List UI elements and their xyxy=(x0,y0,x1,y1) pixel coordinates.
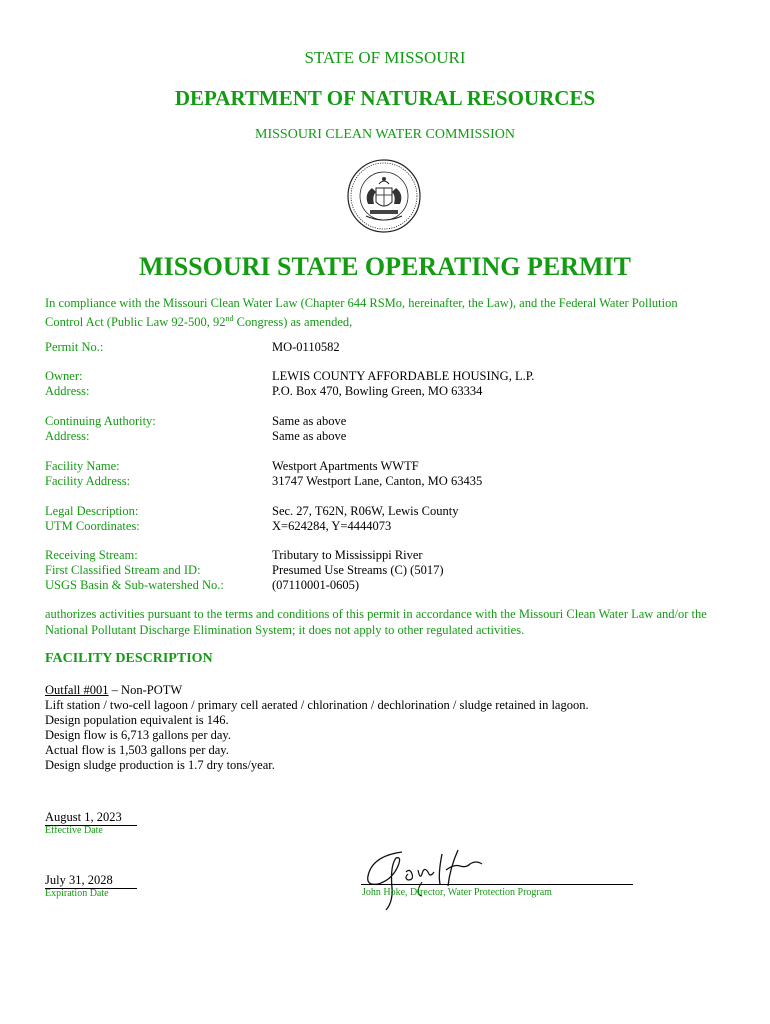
facility-line: Design sludge production is 1.7 dry tons/year. xyxy=(45,758,275,772)
state-heading: STATE OF MISSOURI xyxy=(304,48,466,67)
owner-label: Owner: xyxy=(45,369,83,383)
state-seal-icon xyxy=(346,158,422,234)
usgs-label: USGS Basin & Sub-watershed No.: xyxy=(45,578,224,592)
intro-line-1: In compliance with the Missouri Clean Water Law (Chapter 644 RSMo, hereinafter, the Law), and the Federal Water Pollution xyxy=(45,296,678,310)
facility-name-label: Facility Name: xyxy=(45,459,120,473)
facility-address-label: Facility Address: xyxy=(45,474,131,488)
permit-title: MISSOURI STATE OPERATING PERMIT xyxy=(139,252,631,281)
intro-paragraph xyxy=(45,295,735,330)
first-classified-value: Presumed Use Streams (C) (5017) xyxy=(272,563,444,577)
permit-no-label: Permit No.: xyxy=(45,340,104,354)
legal-description-value: Sec. 27, T62N, R06W, Lewis County xyxy=(272,504,459,518)
facility-line: Design flow is 6,713 gallons per day. xyxy=(45,728,231,742)
legal-description-label: Legal Description: xyxy=(45,504,139,518)
signature-line xyxy=(361,884,633,885)
intro-line-2: Control Act (Public Law 92-500, 92nd Congress) as amended, xyxy=(45,314,353,330)
facility-line: Design population equivalent is 146. xyxy=(45,713,229,727)
continuing-authority-value: Same as above xyxy=(272,414,347,428)
effective-date: August 1, 2023 xyxy=(45,810,122,825)
receiving-stream-label: Receiving Stream: xyxy=(45,548,138,562)
facility-description-heading: FACILITY DESCRIPTION xyxy=(45,651,213,666)
signer-name: John Hoke, Director, Water Protection Program xyxy=(362,887,552,898)
first-classified-label: First Classified Stream and ID: xyxy=(45,563,201,577)
owner-value: LEWIS COUNTY AFFORDABLE HOUSING, L.P. xyxy=(272,369,535,383)
authorization-paragraph xyxy=(45,606,735,638)
facility-line: Lift station / two-cell lagoon / primary cell aerated / chlorination / dechlorination / sludge retained in lagoon. xyxy=(45,698,589,712)
signature-image xyxy=(362,842,492,912)
utm-value: X=624284, Y=4444073 xyxy=(272,519,392,533)
department-heading: DEPARTMENT OF NATURAL RESOURCES xyxy=(174,86,596,110)
facility-description-body xyxy=(45,683,589,773)
ca-address-value: Same as above xyxy=(272,429,347,443)
expiration-date-label: Expiration Date xyxy=(45,888,109,899)
owner-address-label: Address: xyxy=(45,384,90,398)
owner-address-value: P.O. Box 470, Bowling Green, MO 63334 xyxy=(272,384,483,398)
authorization-line-1: authorizes activities pursuant to the terms and conditions of this permit in accordance with the Missouri Clean Water Law and/or the xyxy=(45,607,707,621)
outfall-line: Outfall #001 – Non-POTW xyxy=(45,683,183,697)
facility-line: Actual flow is 1,503 gallons per day. xyxy=(45,743,229,757)
continuing-authority-label: Continuing Authority: xyxy=(45,414,156,428)
ca-address-label: Address: xyxy=(45,429,90,443)
facility-name-value: Westport Apartments WWTF xyxy=(272,459,419,473)
outfall-id: Outfall #001 xyxy=(45,683,109,697)
receiving-stream-value: Tributary to Mississippi River xyxy=(272,548,423,562)
usgs-value: (07110001-0605) xyxy=(272,578,360,592)
expiration-date: July 31, 2028 xyxy=(45,873,113,888)
utm-label: UTM Coordinates: xyxy=(45,519,140,533)
authorization-line-2: National Pollutant Discharge Elimination System; it does not apply to other regulated activities. xyxy=(45,623,525,637)
facility-address-value: 31747 Westport Lane, Canton, MO 63435 xyxy=(272,474,483,488)
permit-no-value: MO-0110582 xyxy=(272,340,340,354)
commission-heading: MISSOURI CLEAN WATER COMMISSION xyxy=(255,127,515,142)
effective-date-label: Effective Date xyxy=(45,825,103,836)
